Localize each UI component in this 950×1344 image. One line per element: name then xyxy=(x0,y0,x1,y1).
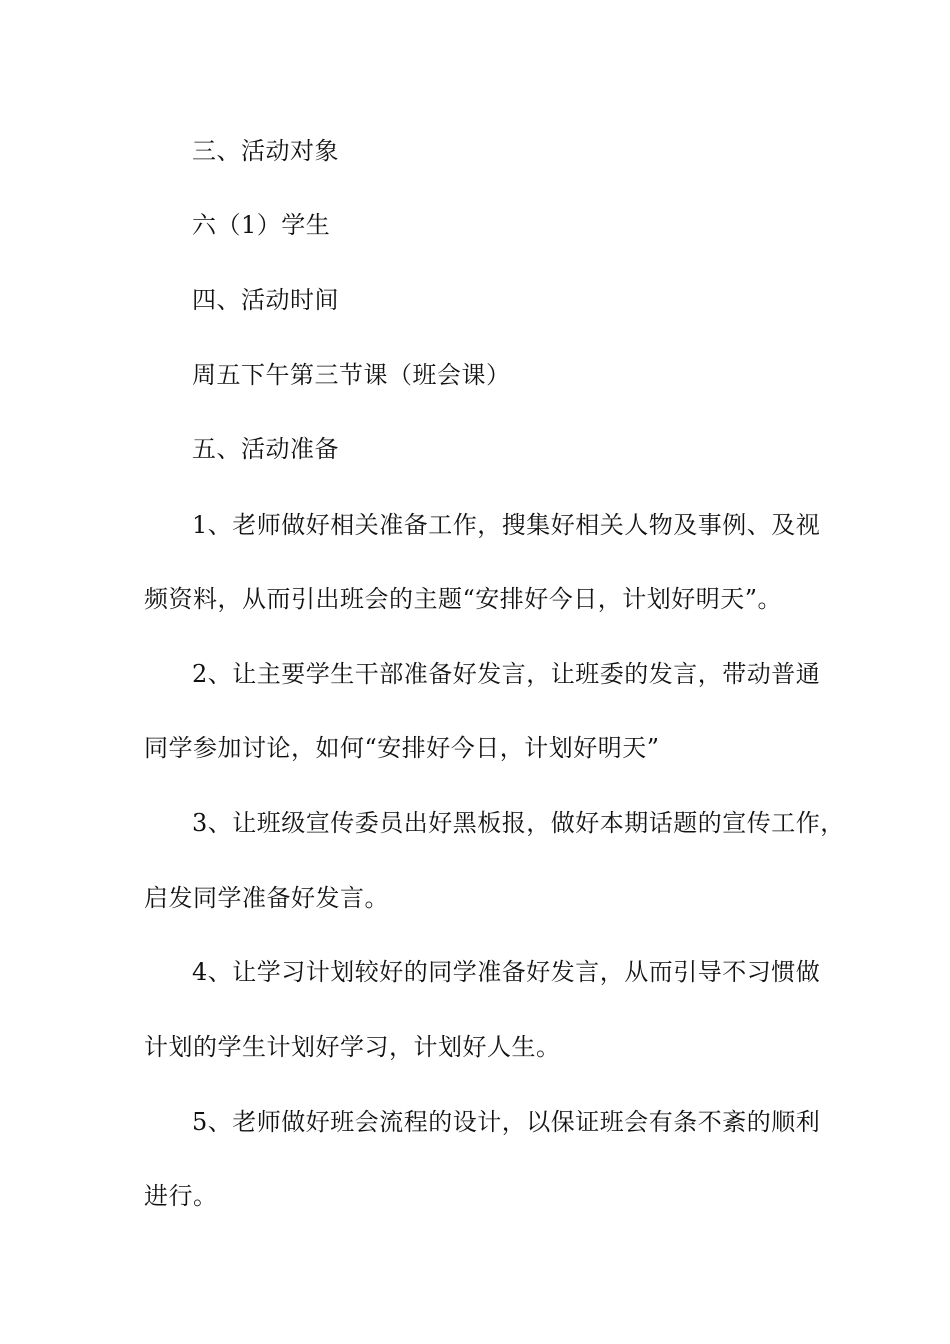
paragraph-prep-3-line-2: 启发同学准备好发言。 xyxy=(144,884,389,912)
paragraph-time-detail: 周五下午第三节课（班会课） xyxy=(192,361,511,389)
paragraph-prep-2-line-1: 2、让主要学生干部准备好发言，让班委的发言，带动普通 xyxy=(192,660,821,688)
paragraph-prep-5-line-2: 进行。 xyxy=(144,1182,218,1210)
paragraph-prep-2-line-2: 同学参加讨论，如何“安排好今日，计划好明天” xyxy=(144,734,660,762)
section-heading-activity-preparation: 五、活动准备 xyxy=(192,435,339,463)
paragraph-prep-4-line-1: 4、让学习计划较好的同学准备好发言，从而引导不习惯做 xyxy=(192,958,821,986)
paragraph-target-students: 六（1）学生 xyxy=(192,211,331,239)
paragraph-prep-5-line-1: 5、老师做好班会流程的设计，以保证班会有条不紊的顺利 xyxy=(192,1108,821,1136)
paragraph-prep-4-line-2: 计划的学生计划好学习，计划好人生。 xyxy=(144,1033,561,1061)
section-heading-activity-time: 四、活动时间 xyxy=(192,286,339,314)
paragraph-prep-3-line-1: 3、让班级宣传委员出好黑板报，做好本期话题的宣传工作， xyxy=(192,809,845,837)
paragraph-prep-1-line-2: 频资料，从而引出班会的主题“安排好今日，计划好明天”。 xyxy=(144,585,783,613)
paragraph-prep-1-line-1: 1、老师做好相关准备工作，搜集好相关人物及事例、及视 xyxy=(192,511,821,539)
section-heading-activity-target: 三、活动对象 xyxy=(192,137,339,165)
